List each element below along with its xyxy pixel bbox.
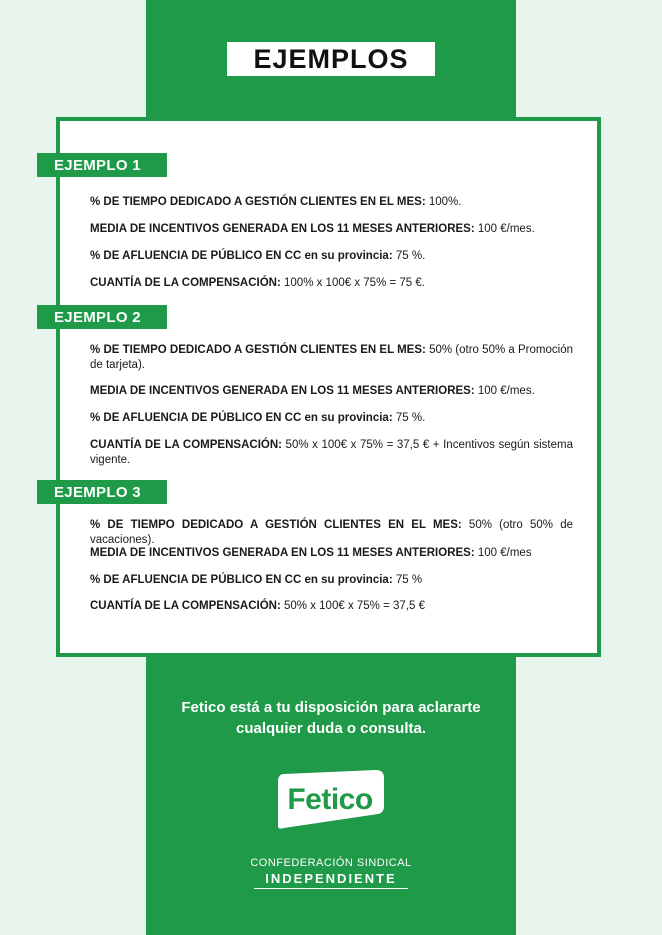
example-2-line-1 (90, 343, 573, 373)
example-2-line-2 (90, 384, 573, 399)
footer-line-1: Fetico está a tu disposición para aclararte (181, 699, 481, 716)
footer-line-2: cualquier duda o consulta. (235, 720, 427, 737)
line-bold: MEDIA DE INCENTIVOS GENERADA EN LOS 11 MESES ANTERIORES: (90, 223, 475, 235)
footer-message (146, 697, 516, 739)
line-value: 75 %. (392, 412, 426, 424)
example-2-line-3 (90, 411, 573, 426)
line-bold: CUANTÍA DE LA COMPENSACIÓN: (90, 600, 281, 612)
example-3-label: EJEMPLO 3 (37, 480, 167, 504)
example-1-line-3 (90, 249, 573, 264)
line-bold: MEDIA DE INCENTIVOS GENERADA EN LOS 11 MESES ANTERIORES: (90, 547, 475, 559)
example-2-label: EJEMPLO 2 (37, 305, 167, 329)
line-value: 75 % (392, 574, 423, 586)
line-bold: % DE AFLUENCIA DE PÚBLICO EN CC en su provincia: (90, 250, 393, 262)
example-3-line-2 (90, 546, 573, 561)
example-1-line-2 (90, 222, 573, 237)
example-1-label: EJEMPLO 1 (37, 153, 167, 177)
line-value: 50% (otro 50% de vacaciones). (90, 519, 573, 546)
org-name-line-2: INDEPENDIENTE (265, 871, 397, 886)
line-value: 100%. (425, 196, 462, 208)
line-value: 50% (otro 50% a Promoción de tarjeta). (90, 344, 573, 371)
title-box (227, 42, 435, 76)
line-bold: % DE AFLUENCIA DE PÚBLICO EN CC en su provincia: (90, 574, 393, 586)
line-bold: % DE AFLUENCIA DE PÚBLICO EN CC en su provincia: (90, 412, 393, 424)
line-value: 100% x 100€ x 75% = 75 €. (280, 277, 425, 289)
line-value: 50% x 100€ x 75% = 37,5 € + Incentivos según sistema vigente. (90, 439, 573, 466)
example-3-line-1 (90, 518, 573, 548)
page-title: EJEMPLOS (253, 43, 409, 74)
example-1-line-1 (90, 195, 573, 210)
line-value: 100 €/mes. (474, 385, 535, 397)
line-value: 100 €/mes. (474, 223, 535, 235)
line-bold: CUANTÍA DE LA COMPENSACIÓN: (90, 277, 281, 289)
line-bold: % DE TIEMPO DEDICADO A GESTIÓN CLIENTES EN EL MES: (90, 344, 426, 356)
line-value: 100 €/mes (474, 547, 532, 559)
line-bold: % DE TIEMPO DEDICADO A GESTIÓN CLIENTES EN EL MES: (90, 519, 462, 531)
fetico-logo (274, 768, 386, 832)
line-value: 50% x 100€ x 75% = 37,5 € (280, 600, 425, 612)
line-bold: CUANTÍA DE LA COMPENSACIÓN: (90, 439, 282, 451)
example-3-line-3 (90, 573, 573, 588)
example-2-line-4 (90, 438, 573, 468)
org-name-line-1: CONFEDERACIÓN SINDICAL (250, 857, 412, 869)
line-bold: MEDIA DE INCENTIVOS GENERADA EN LOS 11 MESES ANTERIORES: (90, 385, 475, 397)
line-bold: % DE TIEMPO DEDICADO A GESTIÓN CLIENTES EN EL MES: (90, 196, 426, 208)
logo-wordmark: Fetico (287, 783, 373, 816)
line-value: 75 %. (392, 250, 426, 262)
example-3-line-4 (90, 599, 573, 614)
example-1-line-4 (90, 276, 573, 291)
org-underline (254, 888, 408, 889)
